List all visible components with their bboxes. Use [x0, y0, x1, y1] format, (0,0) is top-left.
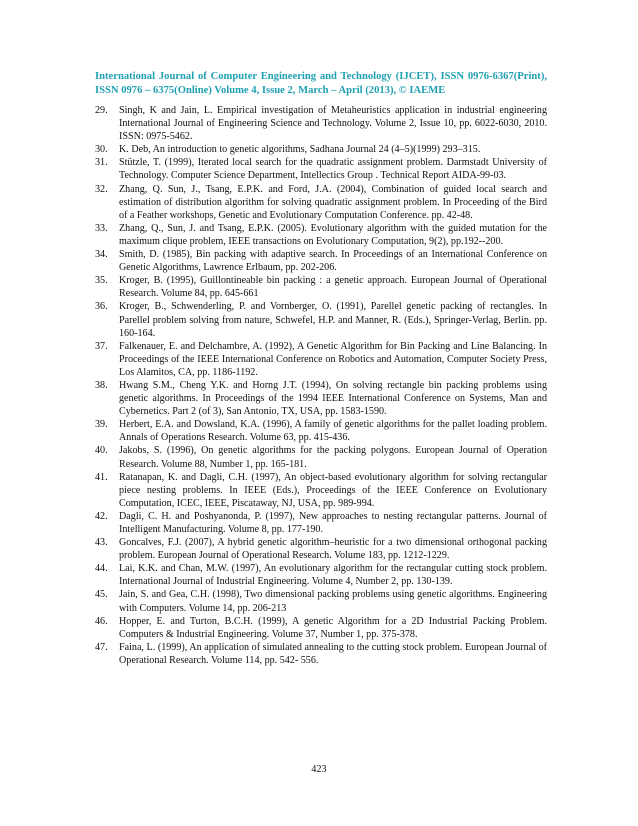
reference-number: 37.: [95, 340, 108, 352]
reference-list: [95, 104, 547, 667]
reference-item: [95, 274, 547, 300]
reference-text: K. Deb, An introduction to genetic algorithms, Sadhana Journal 24 (4–5)(1999) 293–315.: [119, 144, 481, 156]
reference-text: Stützle, T. (1999), Iterated local search for the quadratic assignment problem. Darmstadt University of Technology. Computer Science Department, Intellectics Group . Technical Report AIDA-99-03.: [119, 157, 547, 182]
reference-text: Jain, S. and Gea, C.H. (1998), Two dimensional packing problems using genetic algorithms. Engineering with Computers. Volume 14, pp. 206-213: [119, 589, 547, 614]
reference-text: Zhang, Q., Sun, J. and Tsang, E.P.K. (2005). Evolutionary algorithm with the guided mutation for the maximum clique problem, IEEE transactions on Evolutionary Computation, 9(2), pp.192--200.: [119, 222, 547, 247]
reference-number: 39.: [95, 419, 108, 431]
reference-text: Zhang, Q. Sun, J., Tsang, E.P.K. and Ford, J.A. (2004), Combination of guided local search and estimation of distribution algorithm for solving quadratic assignment problem. In Proceeding of the Bird of a Feather workshops, Genetic and Evolutionary Computation Conference. pp. 42-48.: [119, 183, 547, 221]
reference-item: [95, 562, 547, 588]
reference-item: [95, 588, 547, 614]
reference-text: Falkenauer, E. and Delchambre, A. (1992), A Genetic Algorithm for Bin Packing and Line Balancing. In Proceedings of the IEEE International Conference on Robotics and Automation, Computer Society Press, Los Alamitos, CA, pp. 1186-1192.: [119, 340, 547, 378]
reference-item: [95, 143, 547, 156]
reference-item: [95, 615, 547, 641]
reference-number: 29.: [95, 105, 108, 116]
reference-text: Goncalves, F.J. (2007), A hybrid genetic algorithm–heuristic for a two dimensional orthogonal packing problem. European Journal of Operational Research. Volume 183, pp. 1212-1229.: [119, 537, 547, 562]
reference-item: [95, 248, 547, 274]
reference-text: Smith, D. (1985), Bin packing with adaptive search. In Proceedings of an International Conference on Genetic Algorithms, Lawrence Erlbaum, pp. 202-206.: [119, 249, 547, 274]
reference-item: [95, 536, 547, 562]
reference-number: 40.: [95, 445, 108, 457]
reference-text: Dagli, C. H. and Poshyanonda, P. (1997), New approaches to nesting rectangular patterns. Journal of Intelligent Manufacturing. Volume 8, pp. 177-190.: [119, 510, 547, 535]
reference-item: [95, 222, 547, 248]
reference-text: Kroger, B., Schwenderling, P. and Vornberger, O. (1991), Parellel genetic packing of rectangles. In Parellel problem solving from nature, Schwefel, H.P. and Manner, R. (Eds.), Springer-Verlag, Berlin. pp. 160-164.: [119, 301, 547, 339]
reference-item: [95, 641, 547, 667]
reference-text: Hwang S.M., Cheng Y.K. and Horng J.T. (1994), On solving rectangle bin packing problems using genetic algorithms. In Proceedings of the 1994 IEEE International Conference on Systems, Man and Cybernetics. Part 2 (of 3), San Antonio, TX, USA, pp. 1583-1590.: [119, 379, 547, 418]
reference-number: 36.: [95, 301, 108, 313]
reference-number: 46.: [95, 615, 108, 627]
reference-number: 32.: [95, 183, 108, 195]
page-number: 423: [311, 764, 327, 775]
reference-item: [95, 444, 547, 470]
reference-number: 41.: [95, 471, 108, 483]
reference-item: [95, 156, 547, 182]
reference-number: 43.: [95, 537, 108, 549]
reference-item: [95, 183, 547, 222]
reference-number: 47.: [95, 641, 108, 653]
reference-item: [95, 418, 547, 444]
reference-number: 42.: [95, 510, 108, 522]
reference-text: Singh, K and Jain, L. Empirical investigation of Metaheuristics application in industrial engineering International Journal of Engineering Science and Technology. Volume 2, Issue 10, pp. 6022-6030, 2010. ISSN: 0975-5462.: [119, 105, 547, 143]
reference-number: 44.: [95, 563, 108, 575]
reference-text: Herbert, E.A. and Dowsland, K.A. (1996), A family of genetic algorithms for the pallet loading problem. Annals of Operations Research. Volume 63, pp. 415-436.: [119, 419, 547, 444]
reference-text: Faina, L. (1999), An application of simulated annealing to the cutting stock problem. European Journal of Operational Research. Volume 114, pp. 542- 556.: [119, 641, 547, 666]
reference-item: [95, 471, 547, 510]
reference-item: [95, 510, 547, 536]
reference-number: 31.: [95, 157, 108, 169]
reference-number: 30.: [95, 144, 108, 156]
reference-text: Ratanapan, K. and Dagli, C.H. (1997), An object-based evolutionary algorithm for solving rectangular piece nesting problems. In IEEE (Eds.), Proceedings of the IEEE Conference on Evolutionary Computation, ICEC, IEEE, Piscataway, NJ, USA, pp. 989-994.: [119, 471, 547, 509]
reference-number: 34.: [95, 249, 108, 261]
journal-header: International Journal of Computer Engineering and Technology (IJCET), ISSN 0976-6367(Print), ISSN 0976 – 6375(Online) Volume 4, Issue 2, March – April (2013), © IAEME: [95, 71, 547, 96]
reference-item: [95, 104, 547, 143]
reference-text: Lai, K.K. and Chan, M.W. (1997), An evolutionary algorithm for the rectangular cutting stock problem. International Journal of Industrial Engineering. Volume 4, Number 2, pp. 130-139.: [119, 563, 547, 588]
reference-number: 35.: [95, 275, 108, 287]
reference-text: Kroger, B. (1995), Guillontineable bin packing : a genetic approach. European Journal of Operational Research. Volume 84, pp. 645-661: [119, 275, 547, 300]
reference-text: Jakobs, S. (1996), On genetic algorithms for the packing polygons. European Journal of Operation Research. Volume 88, Number 1, pp. 165-181.: [119, 445, 547, 470]
reference-number: 38.: [95, 379, 108, 391]
reference-item: [95, 379, 547, 418]
reference-number: 45.: [95, 589, 108, 601]
reference-text: Hopper, E. and Turton, B.C.H. (1999), A genetic Algorithm for a 2D Industrial Packing Problem. Computers & Industrial Engineering. Volume 37, Number 1, pp. 375-378.: [119, 615, 547, 640]
reference-number: 33.: [95, 222, 108, 234]
reference-item: [95, 300, 547, 339]
reference-item: [95, 340, 547, 379]
